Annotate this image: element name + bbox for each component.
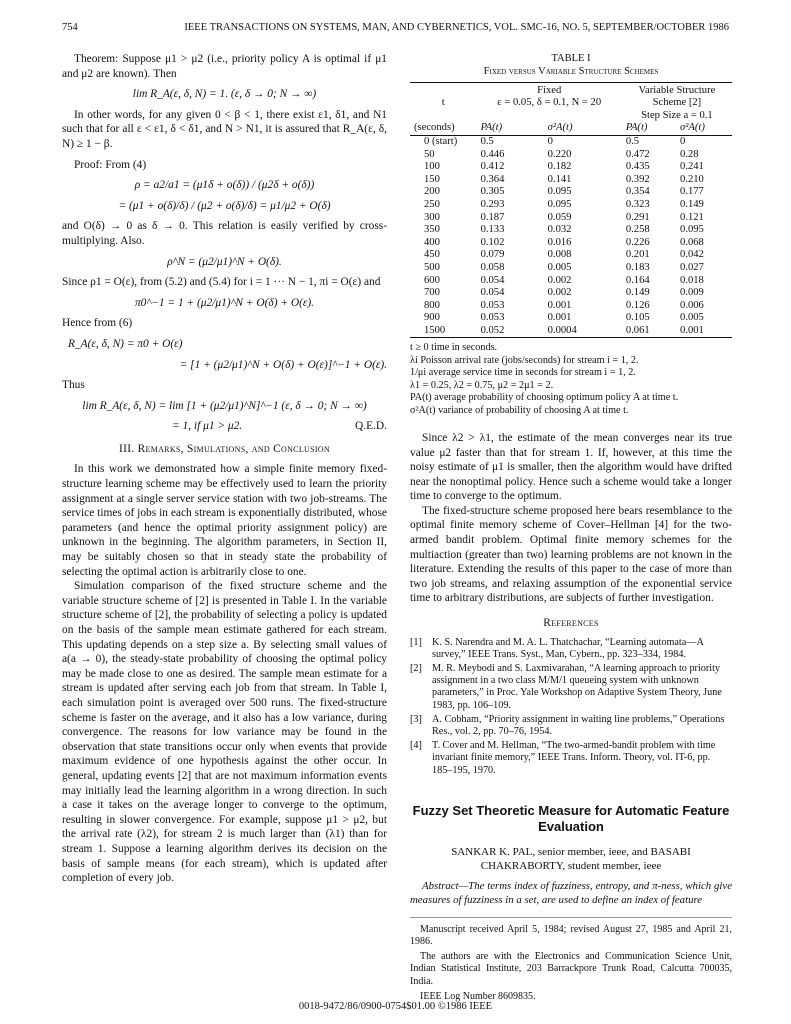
references-list (410, 637, 732, 777)
table-cell: 0.241 (680, 161, 704, 173)
table-row (410, 174, 732, 187)
rho-n-equation: ρ^N = (μ2/μ1)^N + O(δ). (167, 255, 282, 268)
table-cell: 0.001 (676, 325, 732, 338)
table-cell: 0.5 (625, 135, 640, 147)
rho-equation-1: ρ = a2/a1 = (μ1δ + o(δ)) / (μ2δ + o(δ)) (134, 179, 315, 192)
table-body (410, 135, 732, 338)
table-row (410, 300, 732, 313)
pi-equation: π0^−1 = 1 + (μ2/μ1)^N + O(δ) + O(ε). (134, 296, 315, 309)
table-note: PA(t) average probability of choosing optimum policy A at time t. (410, 392, 679, 404)
hence-label: Hence from (6) (62, 317, 133, 330)
fixed-header: Fixed (537, 84, 562, 96)
table-row (410, 135, 732, 148)
references-title: References (543, 617, 599, 630)
conclusion-paragraph-2: Simulation comparison of the fixed structure scheme and the variable structure scheme of [2] is presented in Table I. In the variable structure scheme of [2], the probability of selecting a policy is updated on the basis of the sample mean estimate gathered for each stream. This updating depends on a step size a. By selecting small values of a(a → 0), the steady-state probability of choosing the optimal policy may be made close to one as desired. The sample mean estimate for a stream is updated after serving each job from that stream. In Table I, each simulation point is averaged over 500 runs. The fixed-structure scheme is faster on the average, and it also has a low variance, during convergence. The reasons for low variance may be found in the observation that state transitions occur only when events that provide maximum evidence of one hypothesis against the other occur. In general, updating events [2] that are not maximum information events may initially lead the learning algorithm in a wrong direction. In such a case it takes on the average longer to converge to the optimum, resulting in slower convergence. For example, suppose μ1 > μ2, but the arrival rate (λ2), for stream 2 is much larger than (λ1) than for stream 1. Suppose a learning algorithm derives its decision on the basis of sample means (for each stream), which is updated after completion of every job. (62, 580, 387, 885)
table-cell: 0.323 (625, 198, 650, 210)
table-cell: 0.095 (680, 224, 704, 236)
table-cell: 0.226 (625, 236, 650, 248)
table-cell: 0.126 (625, 299, 650, 311)
table-cell: 0.053 (480, 299, 505, 311)
table-cell: 0.042 (680, 249, 704, 261)
table-cell: 0.095 (547, 198, 572, 210)
table-cell: 0.0004 (544, 325, 622, 338)
table-cell: 0.364 (480, 173, 505, 185)
table-cell: 300 (424, 211, 440, 223)
table-cell: 0.133 (480, 224, 505, 236)
reference-text: K. S. Narendra and M. A. L. Thatchachar, “Learning automata—A survey,” IEEE Trans. Syst., Man, Cybern., pp. 323–334, 1984. (432, 636, 704, 660)
reference-number: [1] (410, 636, 422, 648)
variable-pa-header: PA(t) (622, 122, 676, 135)
table-cell: 1500 (410, 325, 477, 338)
table-note: λi Poisson arrival rate (jobs/seconds) for stream i = 1, 2. (410, 354, 639, 366)
table-cell: 0.141 (547, 173, 572, 185)
footnotes (410, 917, 732, 1003)
journal-title: IEEE TRANSACTIONS ON SYSTEMS, MAN, AND CYBERNETICS, VOL. SMC-16, NO. 5, SEPTEMBER/OCTOBER 1986 (184, 22, 729, 33)
table-cell: 0.201 (625, 249, 650, 261)
table-header-row-1 (410, 85, 732, 98)
table-subtitle: Fixed versus Variable Structure Schemes (410, 65, 732, 83)
table-cell: 0 (547, 135, 553, 147)
table-header-row-2 (410, 97, 732, 110)
table-row (410, 237, 732, 250)
table-row (410, 186, 732, 199)
table-cell: 0.446 (480, 148, 505, 160)
variable-params: Step Size a = 0.1 (641, 109, 713, 121)
table-header-row-4 (410, 122, 732, 135)
article-authors: SANKAR K. PAL, senior member, ieee, and BASABI CHAKRABORTY, student member, ieee (451, 845, 691, 872)
table-row (410, 161, 732, 174)
table-cell: 400 (424, 236, 440, 248)
article-abstract: Abstract—The terms index of fuzziness, entropy, and π-ness, which give measures of fuzziness in a set, are used to define an index of feature (410, 879, 732, 906)
table-cell: 0.059 (547, 211, 572, 223)
table-cell: 0.392 (625, 173, 650, 185)
reference-item (410, 714, 732, 738)
variable-header-2: Scheme [2] (652, 97, 702, 109)
rho-equation-2: = (μ1 + o(δ)/δ) / (μ2 + o(δ)/δ) = μ1/μ2 + O(δ) (118, 199, 331, 212)
table-cell: 250 (424, 198, 440, 210)
table-cell: 150 (424, 173, 440, 185)
table-cell: 0.052 (477, 325, 544, 338)
table-row (410, 325, 732, 338)
table-cell: 50 (424, 148, 435, 160)
table-cell: 0.016 (547, 236, 572, 248)
table-cell: 800 (424, 299, 440, 311)
copyright-footer: 0018-9472/86/0900-0754$01.00 ©1986 IEEE (298, 1001, 493, 1012)
reference-text: A. Cobham, “Priority assignment in waiting line problems,” Operations Res., vol. 2, pp. 70–76, 1954. (432, 713, 725, 738)
table-cell: 0.002 (547, 287, 572, 299)
table-cell: 0.293 (480, 198, 505, 210)
reference-item (410, 663, 732, 712)
table-cell: 0.149 (625, 287, 650, 299)
table-cell: 0.187 (480, 211, 505, 223)
theorem-equation: lim R_A(ε, δ, N) = 1. (ε, δ → 0; N → ∞) (132, 88, 317, 101)
proof-label: Proof: From (4) (74, 158, 147, 171)
conclusion-paragraph-1: In this work we demonstrated how a simple finite memory fixed-structure learning scheme may be effectively used to learn the priority assignment at a single server service station with two job-streams. The service times of jobs in each stream is exponentially distributed, whose parameters (and hence the optimal priority assignment policy) are unknown in the beginning. The algorithm parameters, in Section II, may be suitably chosen so that in steady state the probability of selecting the optimal action is arbitrarily close to one. (62, 463, 387, 578)
since-paragraph: Since ρ1 = O(ε), from (5.2) and (5.4) for i = 1 ··· N − 1, πi = O(ε) and (62, 276, 381, 289)
right-column (410, 52, 732, 1006)
table-cell: 0.182 (547, 161, 572, 173)
table-cell: 0.412 (480, 161, 505, 173)
table-cell: 0.183 (625, 261, 650, 273)
other-words-paragraph: In other words, for any given 0 < β < 1, there exist ε1, δ1, and N1 such that for all ε < ε1, δ < δ1, and N > N1, it is assured that R_A(ε, δ, N) ≥ 1 − β. (62, 108, 387, 150)
table-row (410, 224, 732, 237)
table-row (410, 249, 732, 262)
table-cell: 0.354 (625, 186, 650, 198)
table-cell: 0.472 (625, 148, 650, 160)
table-cell: 0.005 (680, 312, 704, 324)
fixed-pa-header: PA(t) (477, 122, 544, 135)
table-cell: 0.006 (680, 299, 704, 311)
table-cell: 450 (424, 249, 440, 261)
table-cell: 0.068 (680, 236, 704, 248)
table-row (410, 275, 732, 288)
table-cell: 0.005 (547, 261, 572, 273)
table-cell: 200 (424, 186, 440, 198)
table-cell: 900 (424, 312, 440, 324)
table-cell: 0.027 (680, 261, 704, 273)
table-cell: 350 (424, 224, 440, 236)
table-cell: 0.149 (680, 198, 704, 210)
footnote: Manuscript received April 5, 1984; revised August 27, 1985 and April 21, 1986. (410, 923, 732, 948)
table-cell: 0.28 (680, 148, 699, 160)
variable-var-header: σ²A(t) (676, 122, 732, 135)
table-cell: 0.008 (547, 249, 572, 261)
table-row (410, 287, 732, 300)
fixed-var-header: σ²A(t) (544, 122, 622, 135)
table-cell: 0.095 (547, 186, 572, 198)
table-cell: 0.061 (622, 325, 676, 338)
table-header-row-3 (410, 110, 732, 123)
table-row (410, 312, 732, 325)
table-cell: 0.102 (480, 236, 505, 248)
limit-equation-1: lim R_A(ε, δ, N) = lim [1 + (μ2/μ1)^N]^−1 (ε, δ → 0; N → ∞) (82, 399, 367, 412)
theorem-statement: Theorem: Suppose μ1 > μ2 (i.e., priority policy A is optimal if μ1 and μ2 are known). Then (62, 53, 387, 80)
table-cell: 0.054 (480, 287, 505, 299)
right-paragraph-2: The fixed-structure scheme proposed here bears resemblance to the optimal finite memory scheme of Cover–Hellman [4] for the two-armed bandit problem. Optimal finite memory schemes for the multiaction (greater than two) learning problems are not known in the literature. Extending the results of this paper to the case of more than two job streams, and relaxing assumption of the exponential service time to arbitrary distributions, are subjects of further investigation. (410, 504, 732, 605)
limit-equation-2: = 1, if μ1 > μ2. (172, 420, 243, 433)
footnote: The authors are with the Electronics and Communication Science Unit, Indian Statistical Institute, 203 Barrackpore Trunk Road, Calcutta 700035, India. (410, 951, 732, 987)
table-cell: 0.001 (547, 299, 572, 311)
t-header: t (441, 97, 445, 109)
table-cell: 0.177 (680, 186, 704, 198)
table-cell: 0.058 (480, 261, 505, 273)
table-note: 1/μi average service time in seconds for stream i = 1, 2. (410, 367, 636, 379)
and-paragraph: and O(δ) → 0 as δ → 0. This relation is easily verified by cross-multiplying. Also. (62, 220, 387, 247)
table-cell: 0.105 (625, 312, 650, 324)
fixed-params: ε = 0.05, δ = 0.1, N = 20 (497, 97, 602, 109)
table-cell: 0.018 (680, 274, 704, 286)
table-cell: 0.009 (680, 287, 704, 299)
table-note: t ≥ 0 time in seconds. (410, 342, 498, 354)
table-row (410, 149, 732, 162)
table-cell: 0.258 (625, 224, 650, 236)
table-row (410, 199, 732, 212)
reference-text: T. Cover and M. Hellman, “The two-armed-bandit problem with time invariant finite memory,” IEEE Trans. Inform. Theory, vol. IT-6, pp. 185–195, 1970. (432, 740, 716, 776)
table-cell: 0.435 (625, 161, 650, 173)
qed-mark: Q.E.D. (355, 420, 387, 433)
reference-number: [2] (410, 663, 422, 675)
table-notes (410, 342, 732, 416)
footnote: IEEE Log Number 8609835. (420, 990, 536, 1002)
table-cell: 0.5 (480, 135, 494, 147)
table-cell: 0.220 (547, 148, 572, 160)
table-title: TABLE I (551, 53, 591, 64)
table-cell: 0.210 (680, 173, 704, 185)
reference-item (410, 740, 732, 777)
table-cell: 0.054 (480, 274, 505, 286)
table-note: λ1 = 0.25, λ2 = 0.75, μ2 = 2μ1 = 2. (410, 379, 554, 391)
results-table (410, 85, 732, 339)
table-cell: 0.291 (625, 211, 650, 223)
variable-header-1: Variable Structure (638, 84, 716, 96)
table-cell: 0 (start) (424, 135, 458, 147)
table-cell: 0.164 (625, 274, 650, 286)
seconds-header: (seconds) (410, 122, 477, 135)
table-cell: 0.001 (547, 312, 572, 324)
table-row (410, 262, 732, 275)
running-header (62, 22, 729, 33)
right-paragraph-1: Since λ2 > λ1, the estimate of the mean converges near its true value μ2 faster than that for stream 1. If, however, at this time the noisy estimate of μ1 is smaller, then the algorithm would have drifted near the nonoptimal policy. Hence such a scheme would take a longer time to converge to the optimum. (410, 431, 732, 503)
reference-number: [3] (410, 713, 422, 725)
section-title: III. Remarks, Simulations, and Conclusion (119, 442, 330, 455)
table-note: σ²A(t) variance of probability of choosing A at time t. (410, 404, 629, 416)
table-cell: 500 (424, 261, 440, 273)
left-column (62, 52, 387, 886)
table-cell: 0.079 (480, 249, 505, 261)
ra-equation-2: = [1 + (μ2/μ1)^N + O(δ) + O(ε)]^−1 + O(ε). (179, 358, 387, 371)
reference-item (410, 637, 732, 661)
table-cell: 0.032 (547, 224, 572, 236)
table-cell: 0.305 (480, 186, 505, 198)
ra-equation-1: R_A(ε, δ, N) = π0 + O(ε) (68, 337, 183, 350)
table-cell: 700 (424, 287, 440, 299)
article-title: Fuzzy Set Theoretic Measure for Automatic Feature Evaluation (412, 802, 730, 834)
table-row (410, 212, 732, 225)
reference-text: M. R. Meybodi and S. Laxmivarahan, “A learning approach to priority assignment in a two class M/M/1 queueing system with unknown parameters,” in Proc. Yale Workshop on Adaptive System Theory, June 1983, pp. 106–109. (432, 663, 722, 711)
table-cell: 0.002 (547, 274, 572, 286)
table-cell: 0.053 (480, 312, 505, 324)
page-number: 754 (62, 22, 78, 33)
thus-label: Thus (62, 379, 85, 392)
table-cell: 0.121 (680, 211, 704, 223)
table-cell: 600 (424, 274, 440, 286)
limit-equation-2-row (62, 419, 387, 434)
table-cell: 0 (680, 135, 686, 147)
table-cell: 100 (424, 161, 440, 173)
reference-number: [4] (410, 740, 422, 752)
